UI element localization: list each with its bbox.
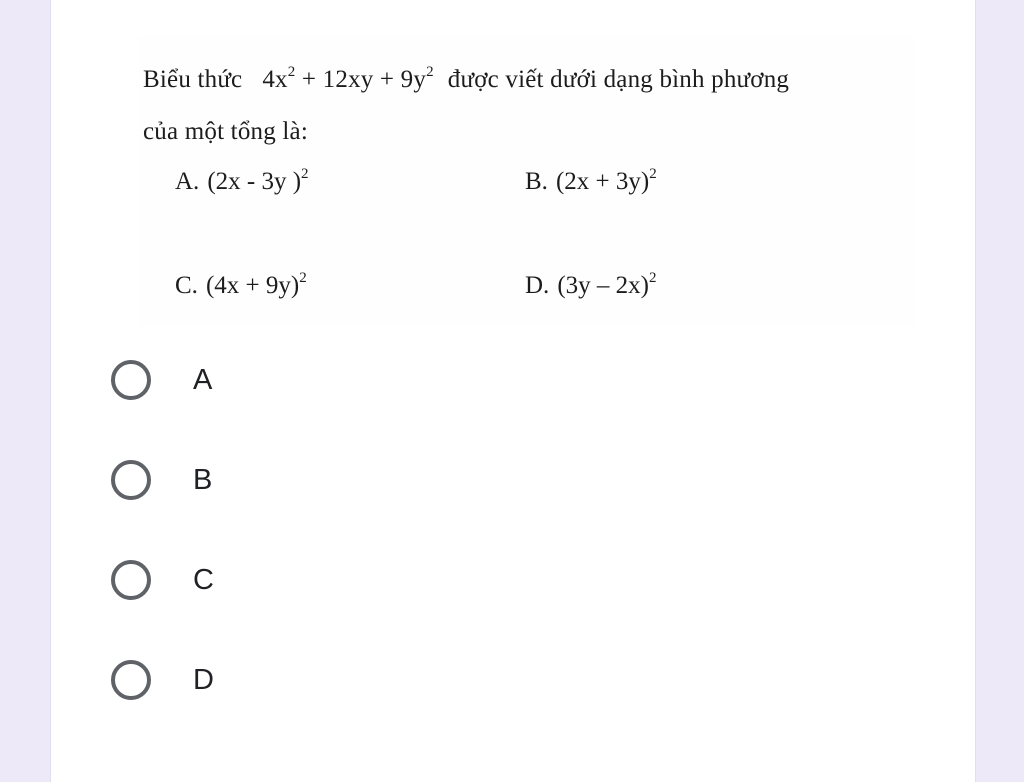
radio-button-b[interactable] — [111, 460, 151, 500]
choice-label-b[interactable]: B — [193, 464, 213, 496]
question-line-2: của một tổng là: — [143, 118, 308, 145]
question-text-end: được viết dưới dạng bình phương — [447, 66, 790, 93]
radio-button-c[interactable] — [111, 560, 151, 600]
radio-button-a[interactable] — [111, 360, 151, 400]
choice-d[interactable] — [111, 658, 811, 758]
option-a-text: A. (2x - 3y )$^2$ — [175, 166, 309, 195]
option-c-text: C. $(4x + 9y)^2$ — [175, 270, 307, 299]
choice-label-d[interactable]: D — [193, 664, 214, 696]
math-expression: $4x^2 + 12xy + 9y^2$ — [262, 64, 434, 93]
option-d-text: D. (3y – 2x)$^2$ — [525, 270, 657, 299]
radio-button-d[interactable] — [111, 660, 151, 700]
form-card — [50, 0, 976, 782]
option-b-text: B. $(2x + 3y)^2$ — [525, 166, 657, 195]
answer-choices — [111, 358, 811, 758]
choice-a[interactable] — [111, 358, 811, 458]
question-text-start: Biểu thức — [143, 66, 243, 93]
question-line-1 — [143, 66, 789, 94]
choice-c[interactable] — [111, 558, 811, 658]
choice-label-a[interactable]: A — [193, 364, 213, 396]
choice-b[interactable] — [111, 458, 811, 558]
choice-label-c[interactable]: C — [193, 564, 214, 596]
question-image — [139, 36, 915, 326]
